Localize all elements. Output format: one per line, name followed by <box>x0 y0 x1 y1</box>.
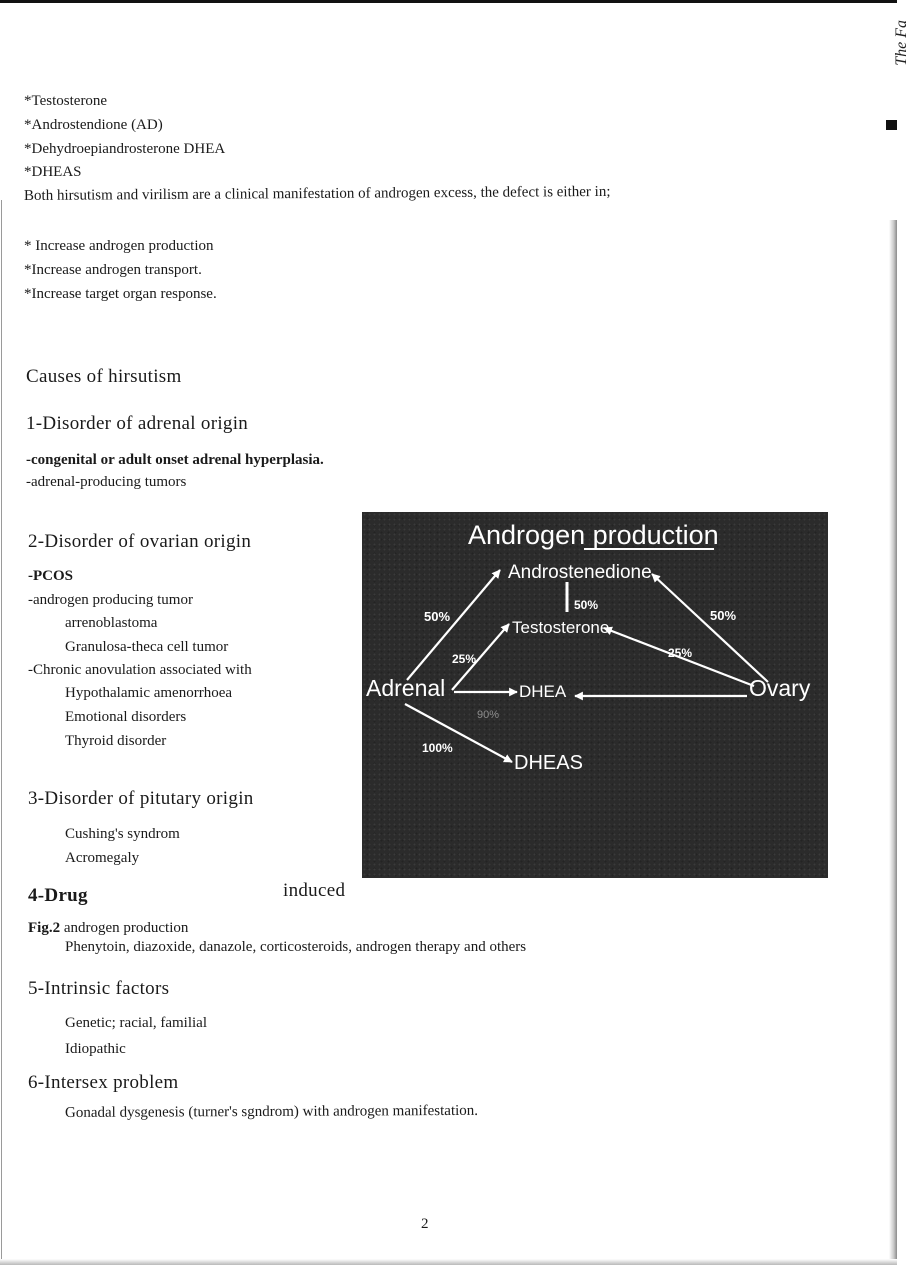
node-ovary: Ovary <box>749 675 811 701</box>
bottom-scan-shadow <box>0 1259 897 1265</box>
figure-caption-label: Fig.2 <box>28 920 61 936</box>
pct-adrenal-androstenedione: 50% <box>424 609 451 624</box>
androgen-item-2: *Androstendione (AD) <box>24 117 163 133</box>
defect-item-2: *Increase androgen transport. <box>24 262 202 278</box>
pituitary-heading: 3-Disorder of pitutary origin <box>28 788 254 809</box>
ovarian-anovulation: -Chronic anovulation associated with <box>28 662 252 678</box>
anovulation-sub-2: Emotional disorders <box>65 709 187 725</box>
node-dhea: DHEA <box>519 682 567 701</box>
drug-heading: 4-Drug <box>28 885 88 906</box>
ovarian-heading: 2-Disorder of ovarian origin <box>28 531 252 552</box>
adrenal-heading: 1-Disorder of adrenal origin <box>26 413 249 434</box>
left-scan-edge <box>1 200 2 1260</box>
intrinsic-item-2: Idiopathic <box>65 1041 126 1057</box>
intro-sentence: Both hirsutism and virilism are a clinical manifestation of androgen excess, the defect is either in; <box>23 183 611 204</box>
intrinsic-heading: 5-Intrinsic factors <box>28 978 170 999</box>
intersex-text: Gonadal dysgenesis (turner's sgndrom) with androgen manifestation. <box>64 1102 479 1121</box>
figure-caption-text: androgen production <box>63 920 189 936</box>
node-androstenedione: Androstenedione <box>508 562 652 583</box>
ovarian-tumor-sub-1: arrenoblastoma <box>65 615 158 631</box>
anovulation-sub-3: Thyroid disorder <box>65 733 167 749</box>
ovarian-pcos: -PCOS <box>28 568 73 584</box>
pct-adrenal-testosterone: 25% <box>452 652 477 666</box>
page-number: 2 <box>421 1216 429 1232</box>
androgen-production-figure <box>362 512 828 878</box>
intrinsic-item-1: Genetic; racial, familial <box>65 1015 208 1031</box>
pituitary-item-2: Acromegaly <box>65 850 140 866</box>
androgen-diagram <box>362 512 828 878</box>
androgen-item-3: *Dehydroepiandrosterone DHEA <box>24 141 226 157</box>
corner-mark <box>886 120 897 130</box>
pct-androstenedione-testosterone: 50% <box>574 598 599 612</box>
figure-caption <box>28 919 188 937</box>
anovulation-sub-1: Hypothalamic amenorrhoea <box>65 685 233 701</box>
defect-item-3: *Increase target organ response. <box>24 286 217 302</box>
ovarian-tumor: -androgen producing tumor <box>28 592 193 608</box>
arrow-ovary-androstenedione <box>652 574 768 682</box>
androgen-item-4: *DHEAS <box>24 164 82 180</box>
androgen-item-1: *Testosterone <box>24 93 108 109</box>
drug-list: Phenytoin, diazoxide, danazole, corticosteroids, androgen therapy and others <box>65 939 527 955</box>
node-testosterone: Testosterone <box>512 618 610 637</box>
node-dheas: DHEAS <box>514 752 583 774</box>
intersex-heading: 6-Intersex problem <box>28 1072 179 1093</box>
pct-adrenal-dheas: 100% <box>422 741 453 755</box>
right-scan-shadow <box>889 220 897 1260</box>
top-border <box>0 0 897 3</box>
pct-ovary-testosterone: 25% <box>668 646 693 660</box>
defect-item-1: * Increase androgen production <box>24 238 214 254</box>
corner-running-title: The Fa <box>893 20 910 66</box>
figure-title: Androgen production <box>468 520 719 550</box>
node-adrenal: Adrenal <box>366 675 446 701</box>
pituitary-item-1: Cushing's syndrom <box>65 826 180 842</box>
adrenal-item-2: -adrenal-producing tumors <box>26 474 187 490</box>
pct-dhea-faint: 90% <box>477 709 500 721</box>
ovarian-tumor-sub-2: Granulosa-theca cell tumor <box>65 639 229 655</box>
adrenal-item-1: -congenital or adult onset adrenal hyperplasia. <box>26 452 324 468</box>
drug-induced: induced <box>283 880 346 901</box>
pct-ovary-androstenedione: 50% <box>710 608 737 623</box>
causes-title: Causes of hirsutism <box>26 366 182 387</box>
